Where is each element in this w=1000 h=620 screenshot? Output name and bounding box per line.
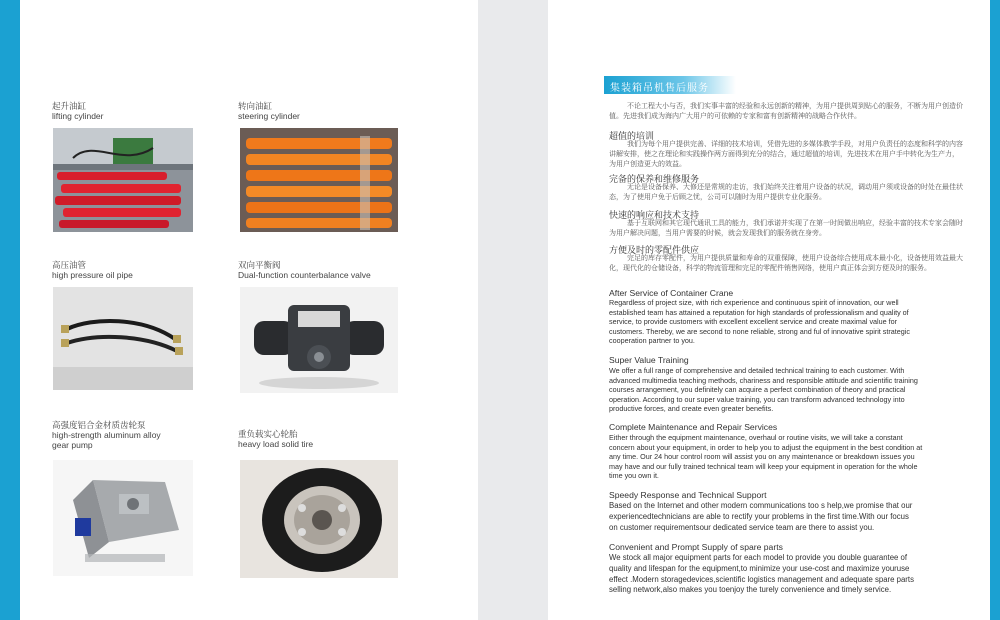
left-page-edge-band (0, 0, 20, 620)
cn-section-body: 我们为每个用户提供完善、详细的技术培训，凭借先进的多媒体教学手段，对用户负责任的态度和科学的内容讲解安排，使之在理论和实践操作两方面得到充分的结合，通过超值的培训，先进技术在用户手中转化为生产力，为用户创造更大的效益。 (609, 141, 963, 168)
en-line: operation. According to our super value training, you can transform advanced technology into (609, 394, 905, 404)
en-line: We offer a full range of comprehensive and detailed technical training to each customer. With (609, 366, 905, 375)
product-en-label: lifting cylinder (52, 111, 104, 121)
en-line: any time. Our 24 hour control room will assist you on any maintenance or breakdown issues you (609, 452, 915, 462)
product-lifting-cylinder-caption (52, 101, 104, 121)
product-en-label: high pressure oil pipe (52, 270, 133, 280)
product-cn-label: 双向平衡阀 (238, 260, 281, 270)
en-section-heading: Complete Maintenance and Repair Services (609, 422, 778, 432)
counterbalance-valve-photo (240, 287, 398, 393)
en-line: Based on the Internet and other modern communications too s help,we promise that our (609, 501, 913, 510)
product-en-label: high-strength aluminum alloy (52, 430, 161, 440)
page-title: 集装箱吊机售后服务 (610, 83, 709, 94)
product-gear-pump-caption (52, 420, 161, 450)
en-section-heading: After Service of Container Crane (609, 288, 734, 298)
en-line: service, to provide customers with excellent excellent service and create maximal value for (609, 317, 898, 327)
en-section-body (609, 298, 965, 346)
en-line: advanced multimedia teaching methods, chariness and responsible attitude and scientific training (609, 375, 918, 385)
en-line: Regardless of project size, with rich experience and continuous spirit of innovation, our well (609, 298, 899, 307)
gear-pump-photo (53, 460, 193, 576)
steering-cylinder-photo (240, 128, 398, 232)
left-page (0, 0, 478, 620)
product-en-label: gear pump (52, 440, 93, 450)
product-steering-cylinder-caption (238, 101, 300, 121)
product-solid-tire-caption (238, 429, 313, 449)
product-en-label: heavy load solid tire (238, 439, 314, 449)
en-section-body (609, 553, 965, 596)
en-line: on customer requirementsour dedicated service team are there to assist you. (609, 522, 875, 532)
en-section-heading: Super Value Training (609, 355, 689, 365)
en-section-heading: Speedy Response and Technical Support (609, 490, 767, 500)
lifting-cylinder-photo (53, 128, 193, 232)
cn-section-heading: 快速的响应和技术支持 (609, 210, 700, 220)
en-line: established team has attained a reputation for high standards of professionalism and quality of (609, 307, 909, 317)
en-line: customers. Thereby, we are second to none reliable, strong and ful of innovative spirit strategic (609, 326, 910, 336)
product-cn-label: 起升油缸 (52, 101, 87, 111)
en-line: effect .Modern storagedevices,scientific logistics management and adequate spare parts (609, 574, 914, 584)
right-page-edge-band (990, 0, 1000, 620)
en-section-body (609, 366, 965, 414)
en-line: courses arrangement, you definitely can acquire a perfect combination of theory and practical (609, 385, 906, 395)
cn-section-heading: 完备的保养和维修服务 (609, 174, 700, 184)
solid-tire-photo (240, 460, 398, 578)
cn-section-body: 完足的库存零配件，为用户提供质量和寿命的双重保障，使用户设备综合使用成本最小化，设备使用效益最大化，现代化的仓储设备，科学的物流管理和完足的零配件销售网络，使用户真正体会到方便及时的服务。 (609, 255, 963, 272)
oil-pipe-photo (53, 287, 193, 390)
en-line: experiencedtechnicians are able to rectify your problems in the first time.With our focus (609, 511, 909, 521)
cn-section-body: 无论是设备保养、大修还是常规的走访，我们始终关注着用户设备的状况，调动用户须或设备的时处在最佳状态，为了使用户免于后顾之忧，公司可以随时为用户提供专业化服务。 (609, 184, 963, 201)
product-counterbalance-valve-caption (238, 260, 371, 280)
en-line: concern about your equipment, in order to help you to adjust the equipment in the best condition at (609, 442, 923, 452)
product-cn-label: 转向油缸 (238, 101, 273, 111)
en-line: We stock all major equipment parts for each model to provide you double guarantee of (609, 553, 908, 562)
en-line: quality and lifespan for the equipment,to minimize your use-cost and maximize youruse (609, 563, 910, 573)
product-en-label: steering cylinder (238, 111, 300, 121)
en-section-body (609, 433, 965, 481)
en-line: may have and our fully trained technical team will keep your equipment in operation for the whole (609, 461, 918, 471)
product-cn-label: 高强度铝合金材质齿轮泵 (52, 420, 146, 430)
right-page (548, 0, 1000, 620)
en-line: Either through the equipment maintenance, overhaul or routine visits, we will take a constant (609, 433, 903, 442)
en-section-body (609, 501, 965, 533)
cn-section-heading: 超值的培训 (609, 131, 655, 141)
cn-section-heading: 方便及时的零配件供应 (609, 245, 700, 255)
en-line: cooperation partner to you. (609, 336, 695, 346)
product-oil-pipe-caption (52, 260, 133, 280)
cn-intro-paragraph: 不论工程大小与否，我们实事丰富的经验和永远创新的精神，为用户提供周到贴心的服务，不断为用户创造价值。先进我们成为海内广大用户的可依赖的专家和富有创新精神的战略合作伙伴。 (609, 103, 963, 120)
product-cn-label: 重负载实心轮胎 (238, 429, 298, 439)
en-line: productive forces, and create even greater benefits. (609, 404, 774, 414)
product-en-label: Dual-function counterbalance valve (238, 270, 371, 280)
cn-section-body: 基于互联网和其它现代通讯工具的能力，我们承诺并实现了在第一时间做出响应，经验丰富的技术专家会随时为用户解决问题，当用户需要的时候，就会发现我们的服务就在身旁。 (609, 220, 963, 237)
en-line: selling network,also makes you toenjoy the turely convenience and timely service. (609, 585, 892, 595)
en-section-heading: Convenient and Prompt Supply of spare parts (609, 542, 783, 552)
product-cn-label: 高压油管 (52, 260, 87, 270)
en-line: time you own it. (609, 471, 659, 481)
